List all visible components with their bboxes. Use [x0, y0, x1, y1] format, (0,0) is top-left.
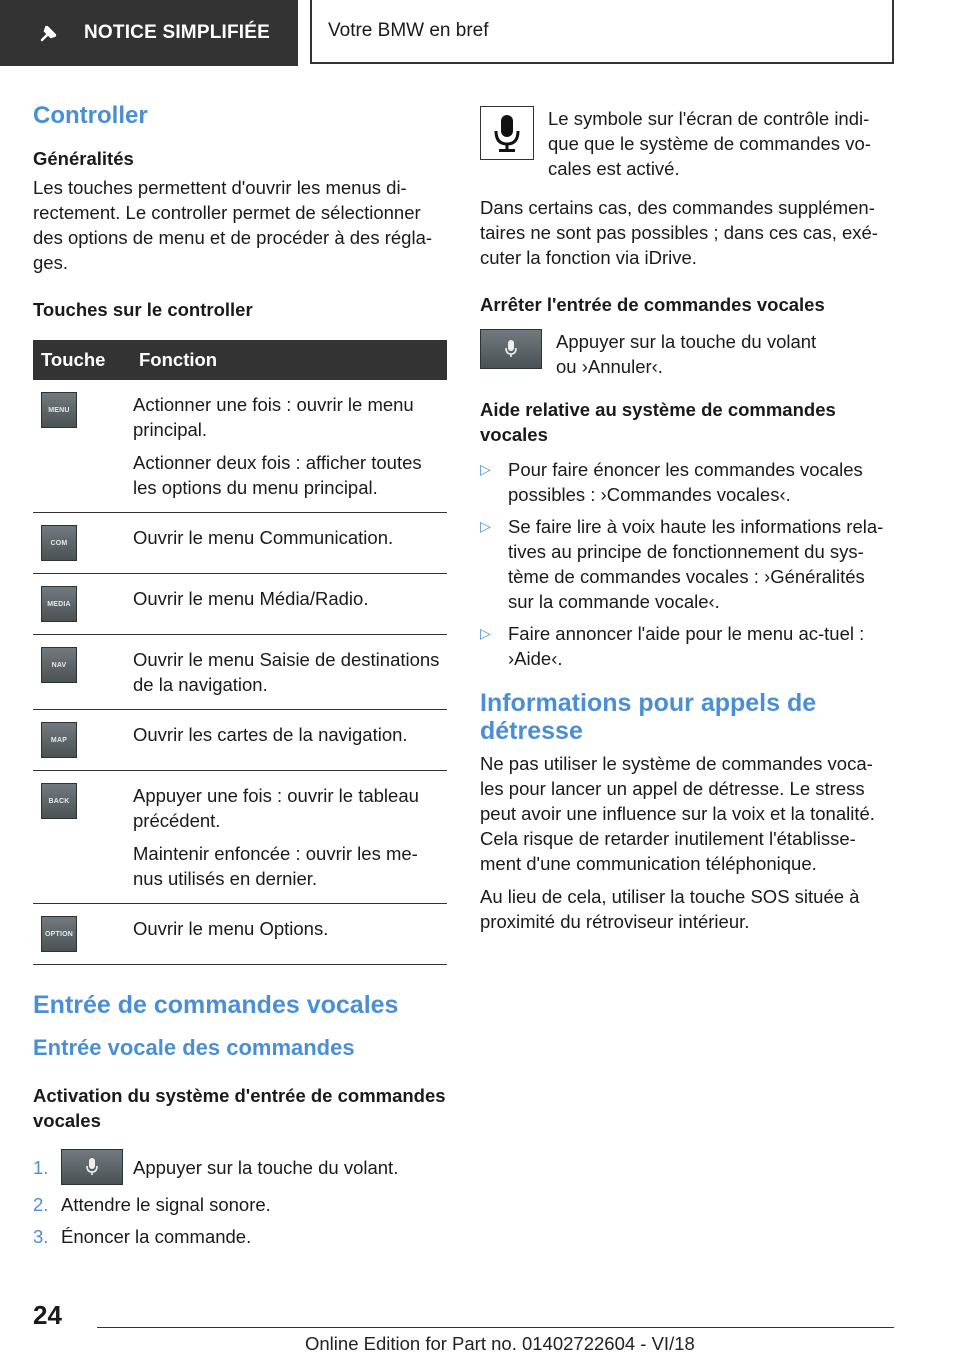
footer-divider: [97, 1327, 894, 1328]
microphone-button-icon: [480, 329, 542, 369]
section-title: NOTICE SIMPLIFIÉE: [84, 22, 271, 43]
stop-heading: Arrêter l'entrée de commandes vocales: [480, 294, 825, 315]
list-item: [480, 621, 890, 671]
generalities-heading: Généralités: [33, 148, 134, 169]
row-text: Actionner deux fois : afficher toutes les options du menu principal.: [133, 452, 422, 498]
activation-steps: [33, 1149, 447, 1249]
emergency-title: Informations pour appels de détresse: [480, 689, 817, 745]
left-column: [33, 96, 447, 1256]
voice-subtitle: Entrée vocale des commandes: [33, 1035, 355, 1060]
help-item-text: Pour faire énoncer les commandes vocales possibles : ›Commandes vocales‹.: [508, 459, 863, 505]
keys-heading: Touches sur le controller: [33, 299, 253, 320]
col-function-header: Fonction: [133, 340, 447, 380]
table-header-row: [33, 340, 447, 380]
table-row: [33, 574, 447, 635]
table-row: [33, 710, 447, 771]
triangle-bullet-icon: ▷: [480, 518, 491, 534]
page-header: [0, 0, 960, 66]
step-text: Énoncer la commande.: [61, 1226, 252, 1247]
option-key-icon: OPTION: [41, 916, 77, 952]
col-key-header: Touche: [33, 340, 133, 380]
list-item: [480, 514, 890, 614]
microphone-symbol-icon: [480, 106, 534, 160]
row-text: Maintenir enfoncée : ouvrir les me-nus utilisés en dernier.: [133, 843, 418, 889]
pin-icon: [38, 18, 68, 48]
emergency-text: Ne pas utiliser le système de commandes voca-les pour lancer un appel de détresse. Le stress peut avoir une influence sur la voix et la tonalité. Cela risque de retarder inutilement l'établisse-ment d'une communication téléphonique.: [480, 753, 875, 874]
voice-title: Entrée de commandes vocales: [33, 991, 399, 1019]
list-item: [33, 1149, 447, 1185]
list-item: [33, 1192, 447, 1217]
section-tab[interactable]: [0, 0, 298, 66]
stop-text: Appuyer sur la touche du volant ou ›Annuler‹.: [556, 331, 817, 377]
row-text: Ouvrir le menu Communication.: [133, 527, 394, 548]
symbol-note: [480, 106, 890, 181]
com-key-icon: COM: [41, 525, 77, 561]
help-item-text: Faire annoncer l'aide pour le menu ac-tuel : ›Aide‹.: [508, 623, 865, 669]
help-list: [480, 457, 890, 671]
triangle-bullet-icon: ▷: [480, 625, 491, 641]
controller-title: Controller: [33, 102, 148, 129]
symbol-text: Le symbole sur l'écran de contrôle indi-que que le système de commandes vo-cales est activé.: [548, 108, 871, 179]
row-text: Ouvrir les cartes de la navigation.: [133, 724, 408, 745]
row-text: Appuyer une fois : ouvrir le tableau précédent.: [133, 785, 419, 831]
list-item: [480, 457, 890, 507]
table-row: [33, 635, 447, 710]
edition-text: Online Edition for Part no. 01402722604 - VI/18: [305, 1333, 695, 1354]
step-text: Appuyer sur la touche du volant.: [133, 1156, 399, 1178]
page-number: 24: [33, 1300, 62, 1330]
row-text: Actionner une fois : ouvrir le menu principal.: [133, 394, 414, 440]
emergency-text: Au lieu de cela, utiliser la touche SOS située à proximité du rétroviseur intérieur.: [480, 886, 860, 932]
step-number: 3.: [33, 1226, 49, 1247]
row-text: Ouvrir le menu Saisie de destinations de la navigation.: [133, 649, 440, 695]
menu-key-icon: MENU: [41, 392, 77, 428]
table-row: [33, 771, 447, 904]
chapter-title: Votre BMW en bref: [328, 20, 489, 41]
activation-heading: Activation du système d'entrée de commandes vocales: [33, 1085, 446, 1131]
back-key-icon: BACK: [41, 783, 77, 819]
help-heading: Aide relative au système de commandes vocales: [480, 399, 836, 445]
generalities-text: Les touches permettent d'ouvrir les menus di-rectement. Le controller permet de sélectionner des options de menu et de procéder à des régla-ges.: [33, 177, 433, 273]
help-item-text: Se faire lire à voix haute les informations rela-tives au principe de fonctionnement du sys-tème de commandes vocales : ›Généralités sur la commande vocale‹.: [508, 516, 884, 612]
list-item: [33, 1224, 447, 1249]
microphone-button-icon: [61, 1149, 123, 1185]
step-number: 1.: [33, 1156, 49, 1178]
right-column: [480, 106, 890, 942]
table-row: [33, 904, 447, 965]
row-text: Ouvrir le menu Options.: [133, 918, 329, 939]
some-cases-text: Dans certains cas, des commandes supplémen-taires ne sont pas possibles ; dans ces cas, exé-cuter la fonction via iDrive.: [480, 197, 878, 268]
table-row: [33, 380, 447, 513]
step-text: Attendre le signal sonore.: [61, 1194, 271, 1215]
map-key-icon: MAP: [41, 722, 77, 758]
media-key-icon: MEDIA: [41, 586, 77, 622]
controller-keys-table: [33, 340, 447, 965]
triangle-bullet-icon: ▷: [480, 461, 491, 477]
stop-instruction: [480, 329, 890, 379]
row-text: Ouvrir le menu Média/Radio.: [133, 588, 369, 609]
chapter-tab[interactable]: [310, 0, 894, 64]
step-number: 2.: [33, 1194, 49, 1215]
table-row: [33, 513, 447, 574]
nav-key-icon: NAV: [41, 647, 77, 683]
